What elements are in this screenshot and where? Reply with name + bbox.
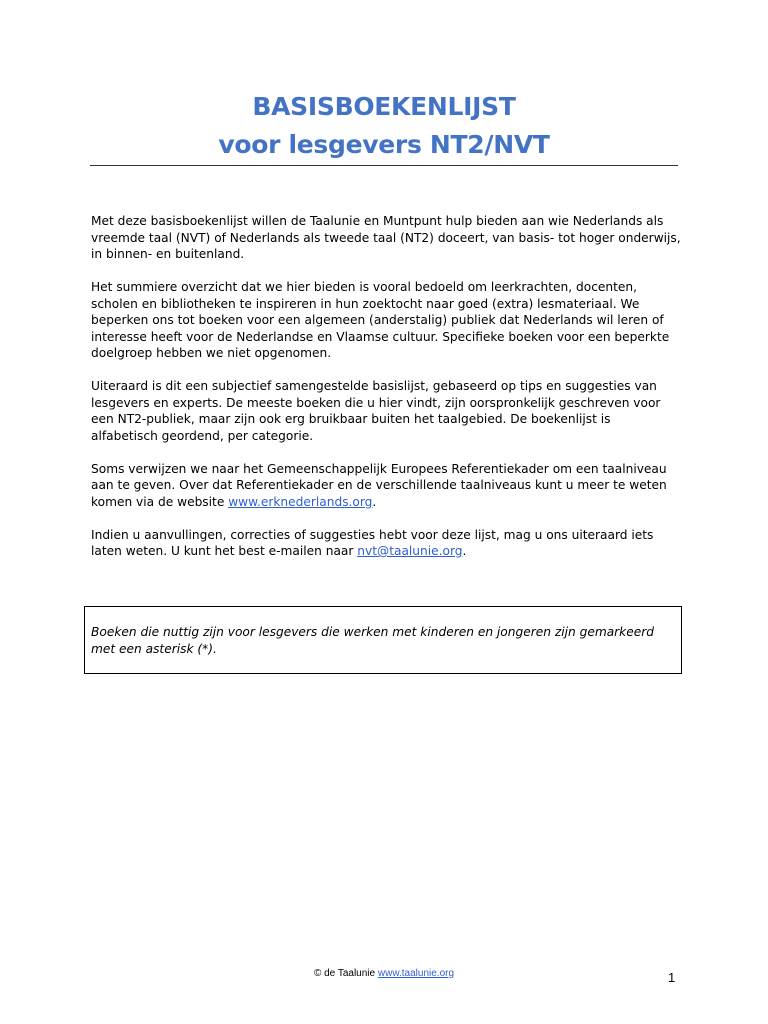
paragraph-subjective-list: Uiteraard is dit een subjectief samengestelde basislijst, gebaseerd op tips en suggesties van lesgevers en experts. De meeste boeken die u hier vindt, zijn oorspronkelijk geschreven voor een NT2-publiek, maar zijn ook erg bruikbaar buiten het taalgebied. De boekenlijst is alfabetisch geordend, per categorie.: [91, 379, 661, 443]
title-underline-rule: [90, 165, 678, 166]
paragraph-contact-end: .: [462, 544, 467, 558]
page-footer: [0, 968, 768, 979]
body-text: [91, 213, 681, 576]
paragraph-intro: Met deze basisboekenlijst willen de Taalunie en Muntpunt hulp bieden aan wie Nederlands als vreemde taal (NVT) of Nederlands als tweede taal (NT2) doceert, van basis- tot hoger onderwijs, in binnen- en buitenland.: [91, 214, 681, 261]
asterisk-note-box: [84, 606, 682, 674]
paragraph-reference-framework: [91, 461, 681, 511]
footer-copyright: © de Taalunie: [313, 968, 378, 979]
paragraph-contact-text: Indien u aanvullingen, correcties of suggesties hebt voor deze lijst, mag u ons uiteraard iets laten weten. U kunt het best e-mailen naar: [91, 527, 654, 558]
footer-taalunie-link[interactable]: www.taalunie.org: [377, 968, 455, 979]
paragraph-overview: Het summiere overzicht dat we hier bieden is vooral bedoeld om leerkrachten, docenten, scholen en bibliotheken te inspireren in hun zoektocht naar goed (extra) lesmateriaal. We beperken ons tot boeken voor een algemeen (anderstalig) publiek dat Nederlands wil leren of interesse heeft voor de Nederlandse en Vlaamse cultuur. Specifieke boeken voor een beperkte doelgroep hebben we niet opgenomen.: [91, 280, 670, 360]
page-number: 1: [668, 970, 676, 985]
asterisk-note-text: Boeken die nuttig zijn voor lesgevers die werken met kinderen en jongeren zijn gemarkeerd met een asterisk (*).: [91, 625, 654, 656]
paragraph-contact: [91, 527, 681, 560]
paragraph-reference-text: Soms verwijzen we naar het Gemeenschappelijk Europees Referentiekader om een taalniveau aan te geven. Over dat Referentiekader en de verschillende taalniveaus kunt u meer te weten komen via de website: [91, 461, 667, 509]
erknederlands-link[interactable]: www.erknederlands.org: [228, 494, 373, 509]
paragraph-reference-end: .: [372, 494, 377, 509]
document-title: [90, 88, 678, 164]
email-link[interactable]: nvt@taalunie.org: [357, 544, 463, 558]
title-line-2: voor lesgevers NT2/NVT: [218, 130, 550, 159]
title-line-1: BASISBOEKENLIJST: [252, 92, 516, 121]
